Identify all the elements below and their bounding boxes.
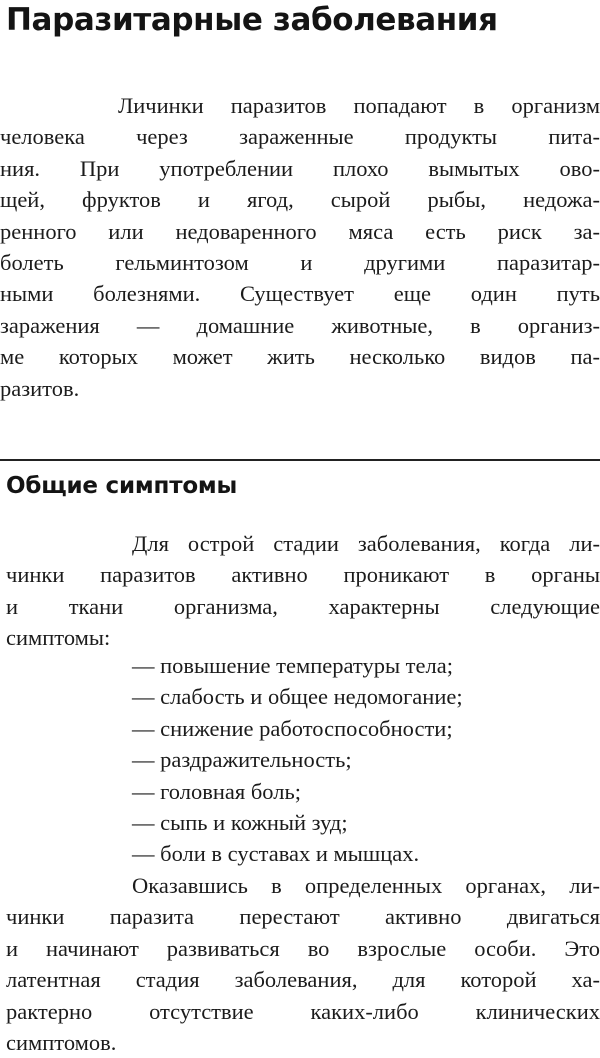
page-title: Паразитарные заболевания [6,2,498,38]
paragraph-line: и начинают развиваться во взрослые особи. Это [6,935,600,961]
paragraph-line: ренного или недоваренного мяса есть риск за- [0,218,600,244]
list-item: — раздражительность; [132,747,352,773]
section-divider [0,459,600,461]
list-item: — повышение температуры тела; [132,653,453,678]
paragraph-line: Личинки паразитов попадают в организм [118,93,600,118]
paragraph-line: Для острой стадии заболевания, когда ли- [132,531,600,556]
paragraph-line: разитов. [0,375,80,401]
list-item: — головная боль; [132,778,301,804]
paragraph-line: щей, фруктов и ягод, сырой рыбы, недожа- [0,187,600,213]
paragraph-line: человека через зараженные продукты пита- [0,124,600,150]
paragraph-line: и ткани организма, характерны следующие [6,593,600,619]
list-item: — сыпь и кожный зуд; [132,809,348,835]
paragraph-line: болеть гельминтозом и другими паразитар- [0,249,600,275]
paragraph-line: ными болезнями. Существует еще один путь [0,281,600,307]
intro-paragraph [0,90,600,404]
paragraph-line: Оказавшись в определенных органах, ли- [132,873,600,898]
paragraph-line: чинки паразита перестают активно двигаться [6,904,600,930]
paragraph-line: заражения — домашние животные, в организ- [0,312,600,338]
paragraph-line: ме которых может жить несколько видов па- [0,344,600,370]
paragraph-line: латентная стадия заболевания, для которой ха- [6,967,600,993]
symptom-list [132,650,463,870]
paragraph-line: ния. При употреблении плохо вымытых ово- [0,155,600,181]
list-item: — снижение работоспособности; [132,715,453,741]
section-heading: Общие симптомы [6,473,238,499]
list-item: — слабость и общее недомогание; [132,684,463,710]
symptoms-lead-paragraph [6,528,600,654]
latent-stage-paragraph [6,870,600,1058]
list-item: — боли в суставах и мышцах. [132,841,420,867]
paragraph-line: рактерно отсутствие каких-либо клинических [6,998,600,1024]
paragraph-line: симптомов. [6,1029,117,1055]
paragraph-line: симптомы: [6,625,111,651]
paragraph-line: чинки паразитов активно проникают в органы [6,562,600,588]
